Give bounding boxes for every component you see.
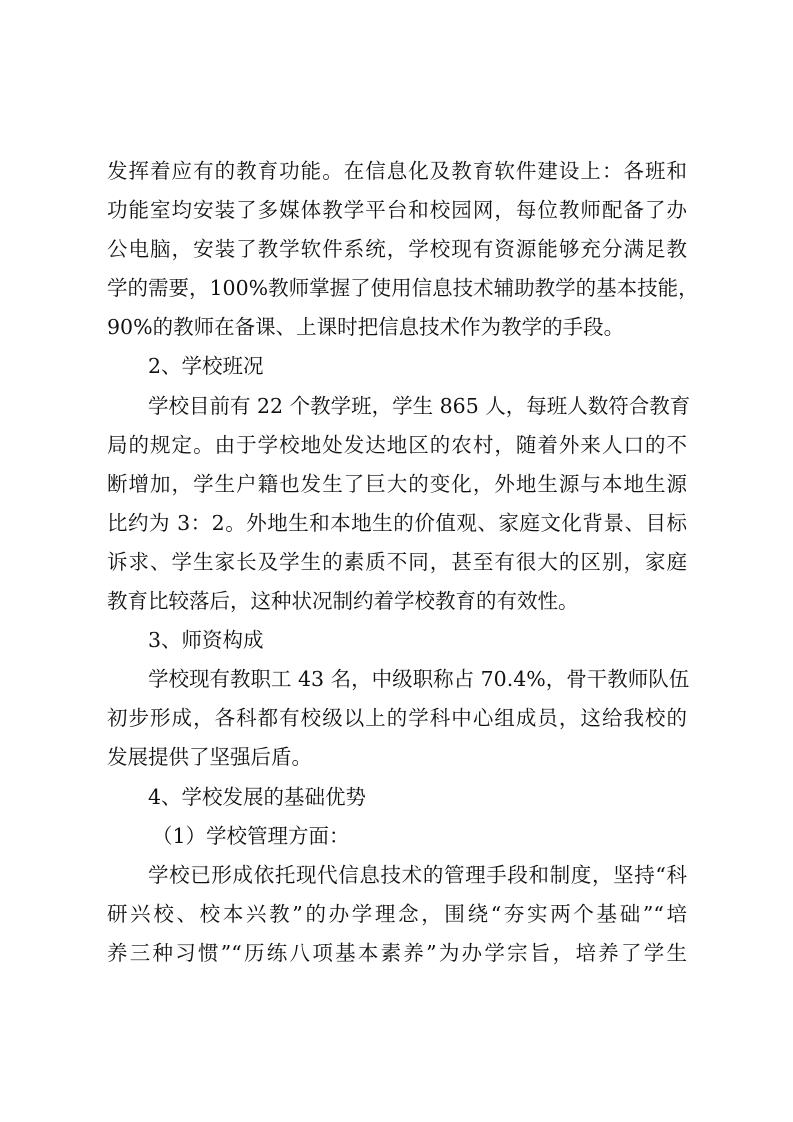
section-heading: 2、学校班况: [148, 354, 264, 379]
text-line: 研兴校、校本兴教”的办学理念，围绕“夯实两个基础”“培: [107, 901, 687, 926]
paragraph-first-line: 学校目前有 22 个教学班，学生 865 人，每班人数符合教育: [148, 393, 691, 418]
paragraph-first-line: 学校现有教职工 43 名，中级职称占 70.4%，骨干教师队伍: [148, 667, 690, 692]
text-line: 功能室均安装了多媒体教学平台和校园网，每位教师配备了办: [107, 198, 687, 223]
document-body: [107, 152, 699, 973]
text-line: 发挥着应有的教育功能。在信息化及教育软件建设上：各班和: [107, 159, 687, 183]
text-line: 局的规定。由于学校地处发达地区的农村，随着外来人口的不: [107, 432, 687, 457]
text-line: 养三种习惯”“历练八项基本素养”为办学宗旨，培养了学生: [107, 940, 687, 965]
section-heading: 4、学校发展的基础优势: [148, 784, 367, 809]
text-line: 公电脑，安装了教学软件系统，学校现有资源能够充分满足教: [107, 237, 687, 262]
paragraph-first-line: 学校已形成依托现代信息技术的管理手段和制度，坚持“科: [148, 862, 687, 887]
text-line: 教育比较落后，这种状况制约着学校教育的有效性。: [107, 589, 579, 614]
text-line: 发展提供了坚强后盾。: [107, 745, 312, 770]
subsection-heading: （1）学校管理方面：: [152, 823, 350, 848]
text-line: 断增加，学生户籍也发生了巨大的变化，外地生源与本地生源: [107, 471, 687, 496]
section-heading: 3、师资构成: [148, 628, 264, 653]
text-line: 诉求、学生家长及学生的素质不同，甚至有很大的区别，家庭: [107, 549, 687, 574]
text-line: 比约为 3：2。外地生和本地生的价值观、家庭文化背景、目标: [107, 510, 687, 535]
text-line: 学的需要，100%教师掌握了使用信息技术辅助教学的基本技能，: [107, 276, 699, 301]
text-line: 初步形成，各科都有校级以上的学科中心组成员，这给我校的: [107, 706, 687, 731]
text-line: 90%的教师在备课、上课时把信息技术作为教学的手段。: [107, 315, 625, 340]
